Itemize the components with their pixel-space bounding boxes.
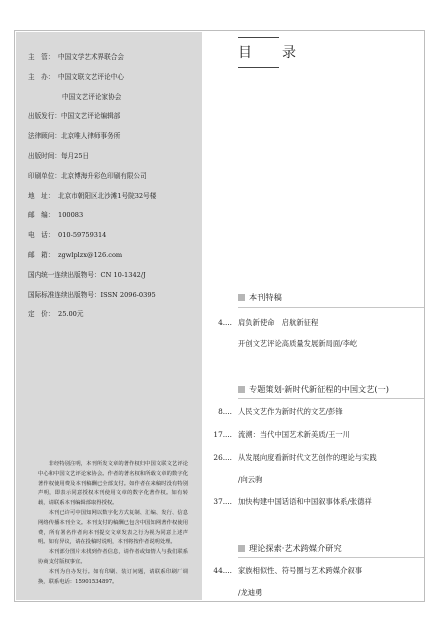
info-value: 中国文艺评论家协会 bbox=[62, 92, 122, 101]
toc-entry[interactable] bbox=[210, 497, 372, 507]
entry-title: 人民文艺作为新时代的文艺/彭锋 bbox=[238, 407, 343, 416]
notice-paragraph: 本刊已许可中国知网以数字化方式复制、汇编、发行、信息网络传播本刊全文。本刊支付的稿酬已包含中国知网著作权使用费，所有署名作者向本刊提交文章发表之行为视为同意上述声明。如有异议，请在投稿时说明，本刊将按作者说明处理。 bbox=[38, 509, 188, 546]
info-value: 中国文艺评论编辑部 bbox=[60, 112, 121, 121]
info-value: 北京市朝阳区北沙滩1号院32号楼 bbox=[58, 191, 157, 200]
entry-title: 加快构建中国话语和中国叙事体系/张德祥 bbox=[238, 497, 372, 506]
square-bullet-icon bbox=[238, 545, 245, 552]
info-row-sponsor-2 bbox=[28, 88, 198, 108]
info-value: 100083 bbox=[58, 211, 84, 220]
info-value: 010-59759314 bbox=[58, 231, 107, 240]
info-value: 北京唯人律师事务所 bbox=[60, 132, 121, 141]
notice-paragraph: 本刊部分图片未找到作者信息，请作者或知情人与我们联系协商支付版权事宜。 bbox=[38, 549, 188, 565]
publication-info bbox=[28, 48, 198, 325]
info-row-address bbox=[28, 187, 198, 207]
info-value: 25.00元 bbox=[58, 310, 84, 319]
entry-title: 家族相似性、符号圈与艺术跨媒介叙事 bbox=[238, 566, 363, 575]
section-title: 理论探索·艺术跨媒介研究 bbox=[249, 543, 342, 553]
entry-continuation: 开创文艺评论高质量发展新局面/李屹 bbox=[238, 339, 358, 348]
info-label: 主 办： bbox=[28, 72, 55, 81]
info-label: 国内统一连续出版物号： bbox=[28, 270, 101, 279]
info-label bbox=[28, 88, 62, 108]
info-label: 地 址： bbox=[28, 191, 55, 200]
toc-section-header bbox=[238, 384, 389, 395]
entry-title: 肩负新使命 启航新征程 bbox=[238, 318, 319, 327]
info-row-legal bbox=[28, 127, 198, 147]
info-label: 邮 编： bbox=[28, 211, 55, 220]
toc-section-header bbox=[238, 543, 342, 554]
title-rule-top bbox=[238, 37, 279, 38]
page-number: 37.... bbox=[213, 497, 232, 506]
page-number: 26.... bbox=[213, 453, 232, 462]
info-row-phone bbox=[28, 226, 198, 246]
info-row-printer bbox=[28, 167, 198, 187]
section-divider bbox=[238, 398, 424, 399]
toc-section-header bbox=[238, 292, 282, 303]
info-value: 每月25日 bbox=[60, 151, 90, 160]
square-bullet-icon bbox=[238, 294, 245, 301]
toc-entry[interactable] bbox=[210, 566, 362, 576]
info-label: 国际标准连续出版物号： bbox=[28, 290, 101, 299]
info-label: 法律顾问： bbox=[28, 132, 61, 141]
info-value: 中国文学艺术界联合会 bbox=[58, 53, 124, 61]
info-label: 出版发行： bbox=[28, 112, 61, 121]
info-label: 定 价： bbox=[28, 310, 55, 319]
info-row-supervisor bbox=[28, 48, 198, 68]
entry-title: 流溯：当代中国艺术新美质/王一川 bbox=[238, 430, 350, 439]
info-label: 印刷单位： bbox=[28, 171, 61, 180]
toc-entry[interactable] bbox=[210, 407, 343, 417]
square-bullet-icon bbox=[238, 386, 245, 393]
section-divider bbox=[238, 557, 424, 558]
section-title: 本刊特稿 bbox=[249, 292, 282, 302]
info-row-email bbox=[28, 246, 198, 266]
info-value: CN 10-1342/J bbox=[100, 270, 146, 279]
page-number: 8.... bbox=[218, 407, 232, 416]
info-label: 出版时间： bbox=[28, 151, 61, 160]
toc-entry[interactable] bbox=[210, 453, 377, 463]
info-row-issn bbox=[28, 286, 198, 306]
info-value: zgwlplzx@126.com bbox=[58, 250, 123, 259]
info-value: 北京博海升彩色印刷有限公司 bbox=[60, 171, 147, 180]
title-rule-bottom bbox=[238, 67, 279, 68]
toc-entry[interactable] bbox=[210, 430, 350, 440]
info-row-price bbox=[28, 305, 198, 325]
entry-continuation: /龙迪勇 bbox=[238, 588, 263, 597]
info-row-publisher bbox=[28, 107, 198, 127]
page-number: 44.... bbox=[213, 566, 232, 575]
info-value: 中国文联文艺评论中心 bbox=[58, 72, 124, 81]
copyright-notice bbox=[38, 460, 188, 587]
info-label: 主 管： bbox=[28, 53, 55, 61]
info-row-publish-date bbox=[28, 147, 198, 167]
info-label: 电 话： bbox=[28, 231, 55, 240]
toc-entry[interactable] bbox=[210, 318, 318, 328]
section-title: 专题策划·新时代新征程的中国文艺(一) bbox=[249, 384, 389, 394]
info-value: ISSN 2096-0395 bbox=[100, 290, 156, 299]
notice-paragraph: 本刊为自办发行。如有印刷、装订问题，请联系印刷厂调换，联系电话：15901534897。 bbox=[38, 568, 188, 585]
entry-title: 从发展向度看新时代文艺创作的理论与实践 bbox=[238, 453, 377, 462]
section-divider bbox=[238, 307, 424, 308]
page-number: 4.... bbox=[218, 318, 232, 327]
notice-paragraph: 非经特别注明，本刊所发文章的著作权归中国文联文艺评论中心和中国文艺评论家协会。作者的著名权和所载文章的数字化著作权使用费及本刊稿酬已全部支付。如作者在来稿时没有特别声明，即表示同意授权本刊使用文章的数字化著作权。如有转载，请联系本刊编辑部取得授权。 bbox=[38, 461, 188, 507]
entry-continuation: /向云驹 bbox=[238, 475, 263, 484]
info-row-cn bbox=[28, 266, 198, 286]
masthead-panel bbox=[16, 32, 202, 600]
info-row-sponsor bbox=[28, 68, 198, 88]
page-number: 17.... bbox=[213, 430, 232, 439]
info-label: 邮 箱： bbox=[28, 250, 55, 259]
toc-title: 目 录 bbox=[238, 45, 304, 61]
info-row-postcode bbox=[28, 206, 198, 226]
